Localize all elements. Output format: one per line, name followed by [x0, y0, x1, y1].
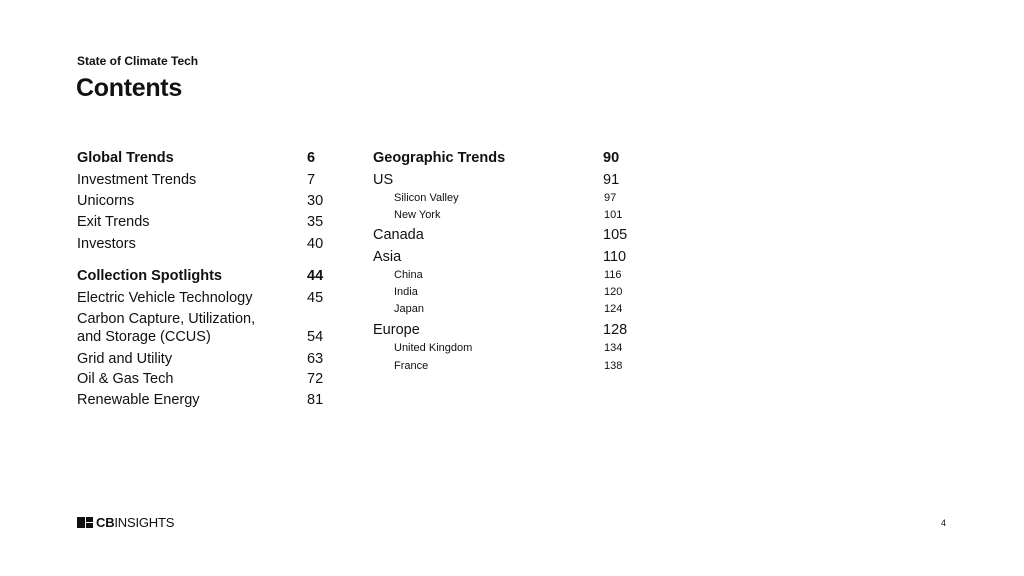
toc-entry-asia[interactable]: Asia — [373, 249, 402, 265]
toc-entry-india[interactable]: India — [394, 286, 418, 298]
toc-page-exit-trends: 35 — [307, 214, 324, 230]
toc-entry-us[interactable]: US — [373, 172, 394, 188]
toc-entry-investment-trends[interactable]: Investment Trends — [77, 172, 197, 188]
toc-page-oil-gas: 72 — [307, 371, 324, 387]
toc-page-asia: 110 — [603, 249, 627, 265]
toc-entry-exit-trends[interactable]: Exit Trends — [77, 214, 150, 230]
toc-page-geographic-trends: 90 — [603, 150, 620, 166]
toc-entry-geographic-trends[interactable]: Geographic Trends — [373, 150, 506, 166]
toc-page-japan: 124 — [604, 303, 623, 315]
toc-entry-unicorns[interactable]: Unicorns — [77, 193, 135, 209]
toc-entry-collection-spotlights[interactable]: Collection Spotlights — [77, 268, 222, 284]
toc-entry-grid-utility[interactable]: Grid and Utility — [77, 351, 173, 367]
logo-text-bold: CB — [96, 515, 115, 530]
toc-page-india: 120 — [604, 286, 623, 298]
toc-entry-renewable-energy[interactable]: Renewable Energy — [77, 392, 200, 408]
toc-entry-japan[interactable]: Japan — [394, 303, 424, 315]
toc-page-investment-trends: 7 — [307, 172, 316, 188]
cb-insights-logo — [77, 515, 174, 530]
toc-entry-united-kingdom[interactable]: United Kingdom — [394, 342, 473, 354]
toc-page-collection-spotlights: 44 — [307, 268, 324, 284]
toc-entry-ccus-line1[interactable]: Carbon Capture, Utilization, — [77, 311, 256, 327]
toc-entry-investors[interactable]: Investors — [77, 236, 136, 252]
toc-page-ccus: 54 — [307, 329, 324, 345]
toc-entry-canada[interactable]: Canada — [373, 227, 424, 243]
page-number: 4 — [941, 518, 947, 528]
toc-entry-china[interactable]: China — [394, 269, 423, 281]
toc-entry-new-york[interactable]: New York — [394, 209, 441, 221]
toc-page-grid-utility: 63 — [307, 351, 324, 367]
report-subtitle: State of Climate Tech — [77, 54, 199, 68]
toc-page-europe: 128 — [603, 322, 628, 338]
toc-page-unicorns: 30 — [307, 193, 324, 209]
toc-page-silicon-valley: 97 — [604, 192, 617, 204]
toc-page-canada: 105 — [603, 227, 628, 243]
toc-page-united-kingdom: 134 — [604, 342, 623, 354]
toc-page-investors: 40 — [307, 236, 324, 252]
page-title: Contents — [76, 74, 182, 102]
toc-page-ev-technology: 45 — [307, 290, 324, 306]
logo-text-rest: INSIGHTS — [114, 515, 175, 530]
toc-page-china: 116 — [604, 269, 622, 281]
toc-page-france: 138 — [604, 360, 623, 372]
cb-insights-logo-icon — [77, 517, 93, 528]
toc-entry-oil-gas[interactable]: Oil & Gas Tech — [77, 371, 174, 387]
toc-entry-france[interactable]: France — [394, 360, 429, 372]
toc-page-global-trends: 6 — [307, 150, 316, 166]
toc-page-us: 91 — [603, 172, 620, 188]
toc-entry-global-trends[interactable]: Global Trends — [77, 150, 174, 166]
toc-entry-ev-technology[interactable]: Electric Vehicle Technology — [77, 290, 253, 306]
toc-entry-europe[interactable]: Europe — [373, 322, 420, 338]
toc-page-new-york: 101 — [604, 209, 623, 221]
toc-entry-silicon-valley[interactable]: Silicon Valley — [394, 192, 459, 204]
toc-page-renewable-energy: 81 — [307, 392, 324, 408]
toc-entry-ccus-line2[interactable]: and Storage (CCUS) — [77, 329, 211, 345]
